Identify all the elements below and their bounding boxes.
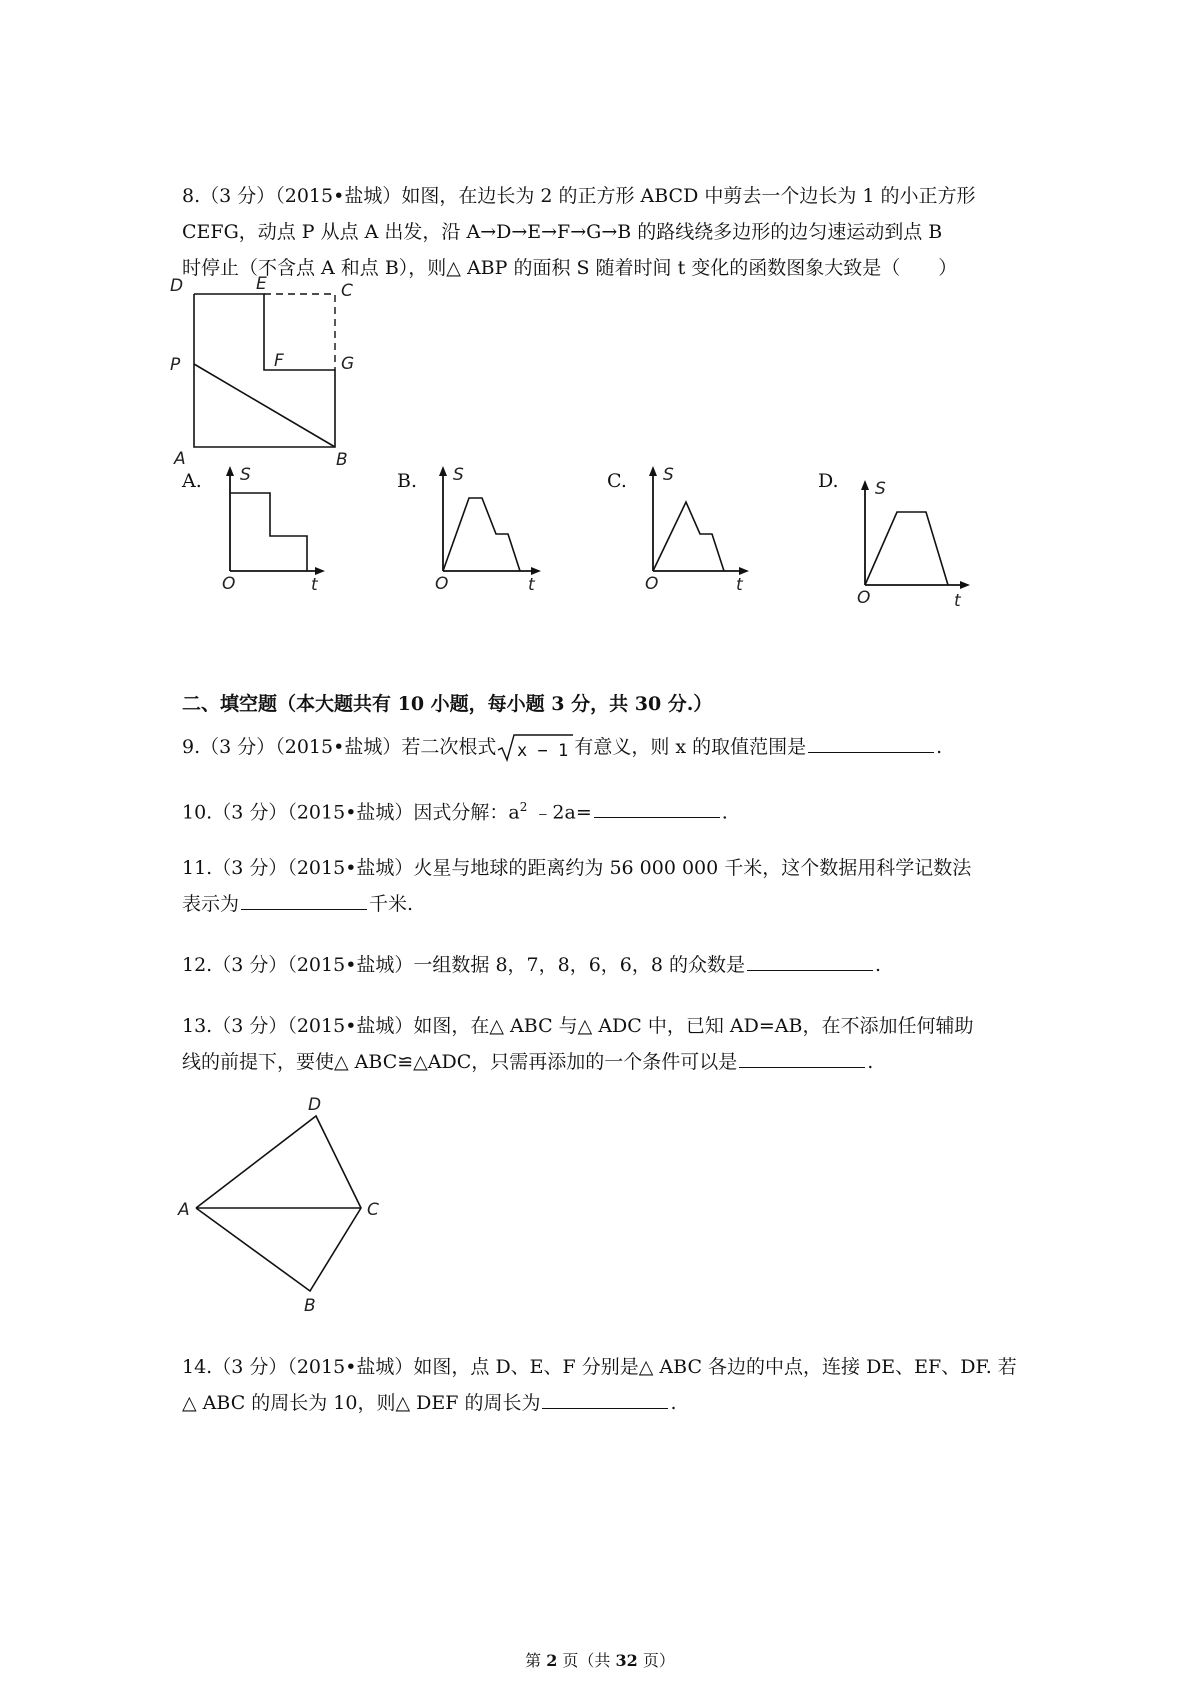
sqrt-radicand: x − 1 [517, 741, 569, 761]
q9-prefix: 9.（3 分）（2015•盐城）若二次根式 [182, 736, 497, 758]
option-b-ylabel: S [453, 465, 464, 485]
q11-prefix: 表示为 [182, 893, 240, 915]
q8-line2: CEFG，动点 P 从点 A 出发，沿 A→D→E→F→G→B 的路线绕多边形的边匀速运动到点 B [182, 221, 943, 243]
q14-line1: 14.（3 分）（2015•盐城）如图，点 D、E、F 分别是△ ABC 各边的中点，连接 DE、EF、DF. 若 [182, 1356, 1017, 1378]
q10-answer-blank[interactable] [594, 799, 720, 818]
q10-line [182, 794, 728, 825]
option-d-ylabel: S [875, 479, 886, 499]
option-a-ylabel: S [240, 465, 251, 485]
label-C: C [341, 281, 353, 301]
option-b-letter: B. [397, 470, 418, 492]
q13-line2 [182, 1049, 873, 1075]
option-b-xlabel: t [528, 575, 535, 595]
q11-line2 [182, 891, 413, 917]
option-a-xlabel: t [311, 575, 318, 595]
footer-suffix: 页） [637, 1651, 675, 1670]
section-title: 二、填空题（本大题共有 10 小题，每小题 3 分，共 30 分.） [182, 693, 713, 715]
label-B: B [304, 1296, 316, 1316]
q10-mid: ﹣2a= [527, 801, 592, 824]
label-G: G [341, 354, 355, 374]
label-A: A [178, 1200, 190, 1220]
q8-line3: 时停止（不含点 A 和点 B），则△ ABP 的面积 S 随着时间 t 变化的函数图象大致是（ ） [182, 257, 958, 279]
option-c-graph [638, 466, 753, 595]
q12-line [182, 952, 881, 978]
q13-line1: 13.（3 分）（2015•盐城）如图，在△ ABC 与△ ADC 中，已知 AD=AB，在不添加任何辅助 [182, 1015, 974, 1037]
q14-end: . [670, 1392, 677, 1414]
q11-line1: 11.（3 分）（2015•盐城）火星与地球的距离约为 56 000 000 千米，这个数据用科学记数法 [182, 857, 972, 879]
label-E: E [256, 274, 267, 294]
page-footer [0, 1648, 1200, 1671]
option-a-origin: O [222, 574, 236, 594]
q12-end: . [875, 954, 882, 976]
q12-answer-blank[interactable] [747, 952, 873, 971]
q10-end: . [721, 801, 728, 824]
option-c-letter: C. [607, 470, 627, 492]
label-C: C [367, 1200, 379, 1220]
q14-line2 [182, 1390, 677, 1416]
label-D: D [170, 276, 184, 296]
q9-end: . [936, 736, 943, 758]
q13-prefix: 线的前提下，要使△ ABC≌△ADC，只需再添加的一个条件可以是 [182, 1051, 738, 1073]
option-d-origin: O [857, 588, 871, 608]
label-P: P [170, 355, 181, 375]
sqrt-expression [496, 733, 574, 763]
q13-kite-figure [178, 1095, 398, 1322]
q8-square-figure [170, 274, 370, 482]
footer-total-pages: 32 [615, 1651, 638, 1670]
option-c-ylabel: S [663, 465, 674, 485]
option-c-origin: O [645, 574, 659, 594]
footer-middle: 页（共 [557, 1651, 616, 1670]
option-c-xlabel: t [736, 575, 743, 595]
q14-prefix: △ ABC 的周长为 10，则△ DEF 的周长为 [182, 1392, 541, 1414]
footer-page-number: 2 [546, 1651, 558, 1670]
option-d-graph [850, 480, 975, 609]
q9-suffix: 有意义，则 x 的取值范围是 [574, 736, 807, 758]
q10-sup: 2 [519, 800, 528, 814]
option-a-graph [215, 466, 325, 595]
q9-line [182, 733, 942, 763]
q14-answer-blank[interactable] [542, 1390, 668, 1409]
option-b-graph [428, 466, 543, 595]
label-F: F [274, 351, 284, 371]
option-b-origin: O [435, 574, 449, 594]
option-d-xlabel: t [954, 591, 961, 611]
q10-prefix: 10.（3 分）（2015•盐城）因式分解：a [182, 801, 520, 824]
label-A: A [174, 449, 186, 469]
q9-answer-blank[interactable] [808, 734, 934, 753]
option-d-letter: D. [818, 470, 839, 492]
q13-end: . [867, 1051, 874, 1073]
q11-suffix: 千米. [369, 893, 414, 915]
footer-prefix: 第 [525, 1651, 547, 1670]
q13-answer-blank[interactable] [739, 1049, 865, 1068]
q12-prefix: 12.（3 分）（2015•盐城）一组数据 8，7，8，6，6，8 的众数是 [182, 954, 746, 976]
option-a-letter: A. [182, 470, 202, 492]
label-D: D [308, 1095, 322, 1115]
label-B: B [336, 450, 348, 470]
q8-line1: 8.（3 分）（2015•盐城）如图，在边长为 2 的正方形 ABCD 中剪去一个边长为 1 的小正方形 [182, 185, 976, 207]
q11-answer-blank[interactable] [241, 891, 367, 910]
